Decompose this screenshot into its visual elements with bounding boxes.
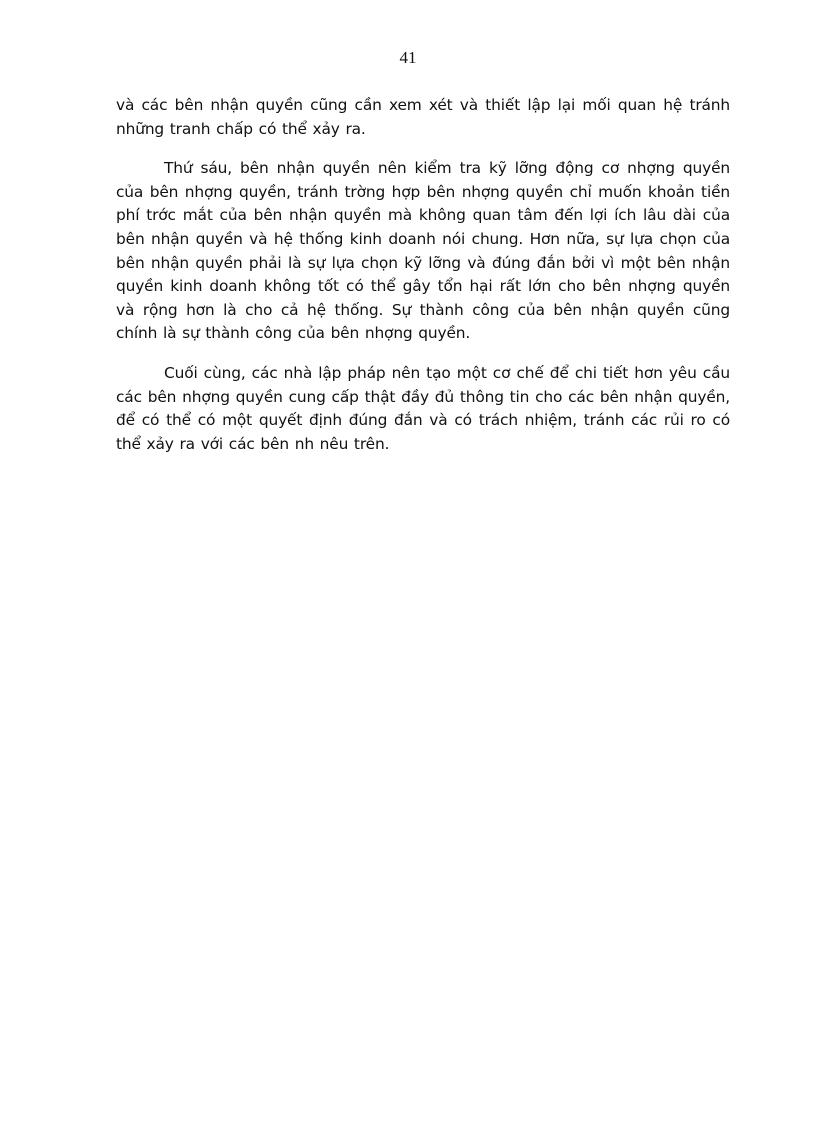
paragraph-continuation: và các bên nhận quyền cũng cần xem xét và thiết lập lại mối quan hệ tránh những tranh chấp có thể xảy ra. (116, 96, 730, 138)
paragraph-conclusion: Cuối cùng, các nhà lập pháp nên tạo một cơ chế để chi tiết hơn yêu cầu các bên nhợng quyền cung cấp thật đầy đủ thông tin cho các bên nhận quyền, để có thể có một quyết định đúng đắn và có trách nhiệm, tránh các rủi ro có thể xảy ra với các bên nh nêu trên. (116, 363, 730, 453)
body-text (116, 94, 730, 472)
paragraph-sixth-point: Thứ sáu, bên nhận quyền nên kiểm tra kỹ lỡng động cơ nhợng quyền của bên nhợng quyền, tránh trờng hợp bên nhợng quyền chỉ muốn khoản tiền phí trớc mắt của bên nhận quyền mà không quan tâm đến lợi ích lâu dài của bên nhận quyền và hệ thống kinh doanh nói chung. Hơn nữa, sự lựa chọn của bên nhận quyền phải là sự lựa chọn kỹ lỡng và đúng đắn bởi vì một bên nhận quyền kinh doanh không tốt có thể gây tổn hại rất lớn cho bên nhợng quyền và rộng hơn là cho cả hệ thống. Sự thành công của bên nhận quyền cũng chính là sự thành công của bên nhợng quyền. (116, 159, 730, 343)
page-number: 41 (399, 48, 417, 67)
